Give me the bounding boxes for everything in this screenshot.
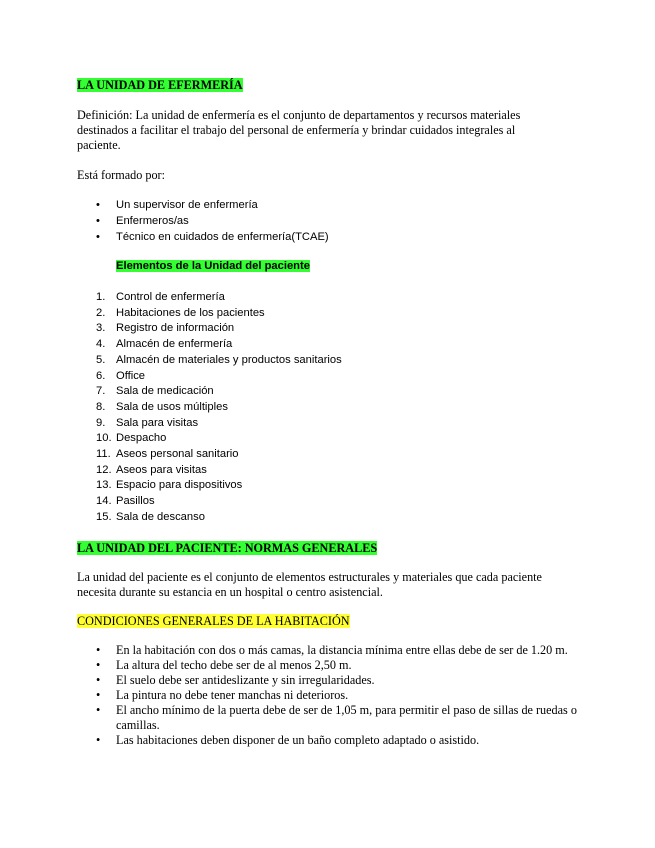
- list-item: 5. Almacén de materiales y productos sanitarios: [96, 353, 342, 366]
- bullet-icon: •: [96, 688, 101, 702]
- list-item: 11. Aseos personal sanitario: [96, 448, 239, 461]
- list-item: • El ancho mínimo de la puerta debe de ser de 1,05 m, para permitir el paso de sillas de ruedas o camillas.: [96, 703, 577, 732]
- list-item: 12. Aseos para visitas: [96, 463, 207, 476]
- bullet-icon: •: [96, 643, 101, 657]
- list-item: 2. Habitaciones de los pacientes: [96, 306, 265, 319]
- list-item: • En la habitación con dos o más camas, la distancia mínima entre ellas debe de ser de 1.20 m.: [96, 643, 568, 657]
- bullet-icon: •: [96, 658, 101, 672]
- list-item: 6. Office: [96, 369, 146, 382]
- list-item: • La altura del techo debe ser de al menos 2,50 m.: [96, 658, 352, 672]
- bullet-icon: •: [96, 231, 100, 243]
- conditions-list: [96, 643, 578, 748]
- bullet-icon: •: [96, 703, 101, 717]
- list-item: 7. Sala de medicación: [96, 385, 214, 398]
- heading-text: LA UNIDAD DE EFERMERÍA: [77, 78, 243, 92]
- list-item: 1. Control de enfermería: [96, 291, 225, 303]
- bullet-icon: •: [96, 215, 100, 227]
- section-heading-normas-generales: LA UNIDAD DEL PACIENTE: NORMAS GENERALES: [77, 541, 378, 555]
- list-item: 15. Sala de descanso: [96, 510, 205, 523]
- list-item: • La pintura no debe tener manchas ni deterioros.: [96, 688, 349, 702]
- list-item: 4. Almacén de enfermería: [96, 338, 233, 351]
- list-item: • Un supervisor de enfermería: [96, 199, 258, 211]
- bullet-icon: •: [96, 199, 100, 211]
- list-item: 14. Pasillos: [96, 495, 155, 508]
- list-item: • Las habitaciones deben disponer de un baño completo adaptado o asistido.: [96, 733, 480, 747]
- list-item: • Enfermeros/as: [96, 215, 189, 227]
- definition-paragraph: Definición: La unidad de enfermería es el conjunto de departamentos y recursos materiales destinados a facilitar el trabajo del personal de enfermería y brindar cuidados integrales al paciente.: [77, 108, 521, 152]
- list-item: 9. Sala para visitas: [96, 416, 199, 429]
- elements-heading: Elementos de la Unidad del paciente: [116, 260, 310, 272]
- members-list: [96, 197, 329, 245]
- formed-by-label: Está formado por:: [77, 168, 165, 182]
- list-item: 3. Registro de información: [96, 322, 235, 335]
- section-heading-condiciones: CONDICIONES GENERALES DE LA HABITACIÓN: [77, 614, 350, 628]
- list-item: • Técnico en cuidados de enfermería(TCAE): [96, 231, 329, 243]
- list-item: 13. Espacio para dispositivos: [96, 479, 243, 492]
- bullet-icon: •: [96, 673, 101, 687]
- list-item: 10. Despacho: [96, 432, 167, 445]
- list-item: 8. Sala de usos múltiples: [96, 400, 228, 413]
- bullet-icon: •: [96, 733, 101, 747]
- unidad-paciente-paragraph: La unidad del paciente es el conjunto de elementos estructurales y materiales que cada paciente necesita durante su estancia en un hospital o centro asistencial.: [77, 570, 542, 599]
- list-item: • El suelo debe ser antideslizante y sin irregularidades.: [96, 673, 375, 687]
- elements-list: [96, 290, 342, 526]
- section-heading-unidad-enfermeria: [77, 78, 577, 93]
